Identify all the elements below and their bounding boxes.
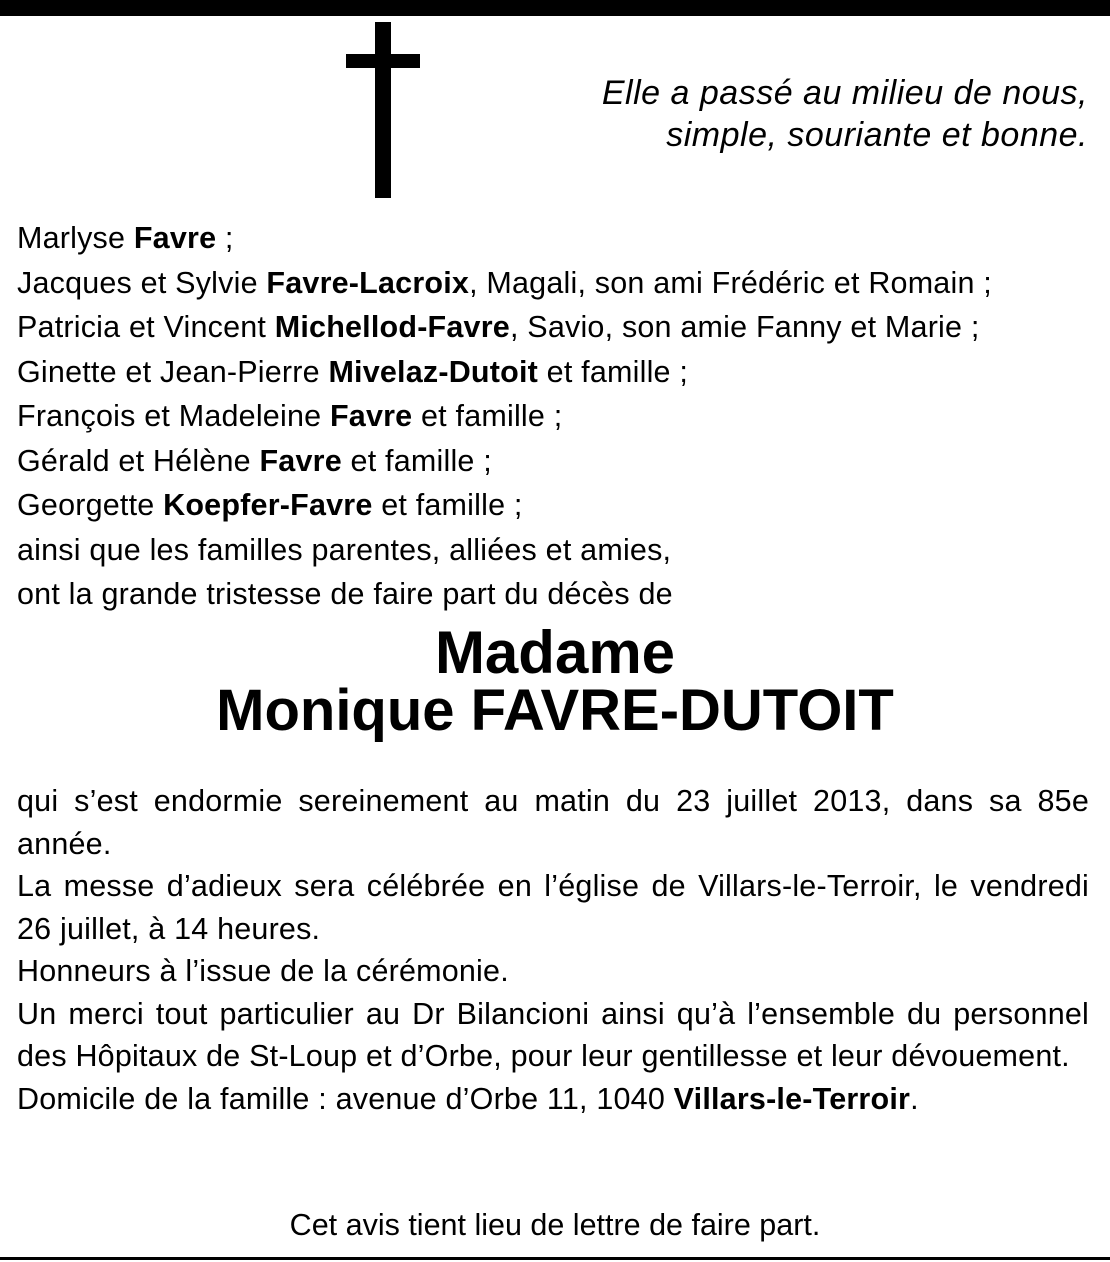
family-line: François et Madeleine Favre et famille ; xyxy=(17,399,563,433)
family-line: Jacques et Sylvie Favre-Lacroix, Magali, son ami Frédéric et Romain ; xyxy=(17,265,992,300)
body-paragraph-5: Domicile de la famille : avenue d’Orbe 11, 1040 Villars-le-Terroir. xyxy=(17,1081,919,1116)
family-line: Patricia et Vincent Michellod-Favre, Savio, son amie Fanny et Marie ; xyxy=(17,310,980,344)
quote-line-1: Elle a passé au milieu de nous, xyxy=(601,74,1088,112)
family-tail-line-2: ont la grande tristesse de faire part du décès de xyxy=(17,577,673,611)
cross-icon xyxy=(346,22,420,198)
notice-body xyxy=(17,780,1089,1120)
family-line: Gérald et Hélène Favre et famille ; xyxy=(17,443,492,478)
deceased-title: Madame xyxy=(434,619,676,686)
epigraph-quote xyxy=(488,72,1088,156)
top-border xyxy=(0,0,1110,16)
body-paragraph-1: qui s’est endormie sereinement au matin du 23 juillet 2013, dans sa 85e année. xyxy=(17,784,1089,861)
family-tail-line-1: ainsi que les familles parentes, alliées et amies, xyxy=(17,532,672,567)
family-line: Marlyse Favre ; xyxy=(17,221,234,255)
bottom-border xyxy=(0,1257,1110,1260)
family-line: Ginette et Jean-Pierre Mivelaz-Dutoit et famille ; xyxy=(17,354,689,389)
quote-line-2: simple, souriante et bonne. xyxy=(666,116,1088,154)
deceased-heading xyxy=(0,619,1110,743)
family-list xyxy=(17,216,1097,617)
deceased-name: Monique FAVRE-DUTOIT xyxy=(216,678,894,743)
family-line: Georgette Koepfer-Favre et famille ; xyxy=(17,488,523,522)
closing-note: Cet avis tient lieu de lettre de faire part. xyxy=(289,1208,821,1242)
body-paragraph-2: La messe d’adieux sera célébrée en l’église de Villars-le-Terroir, le vendredi 26 juillet, à 14 heures. xyxy=(17,869,1089,946)
body-paragraph-4: Un merci tout particulier au Dr Bilancioni ainsi qu’à l’ensemble du personnel des Hôpitaux de St-Loup et d’Orbe, pour leur gentillesse et leur dévouement. xyxy=(17,996,1089,1073)
body-paragraph-3: Honneurs à l’issue de la cérémonie. xyxy=(17,954,509,988)
